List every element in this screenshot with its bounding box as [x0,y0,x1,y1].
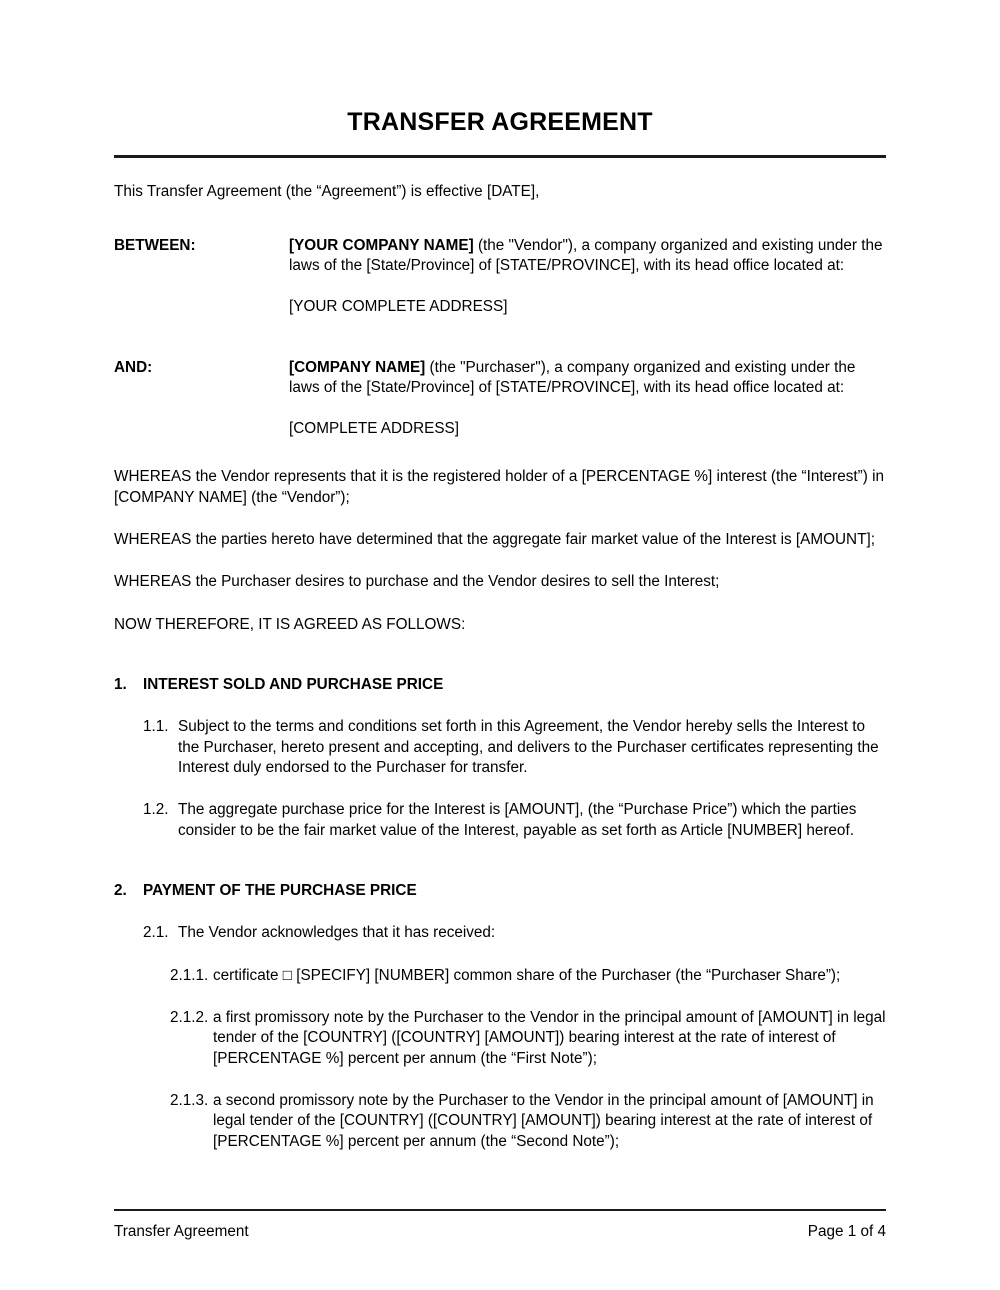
party-company-name: [YOUR COMPANY NAME] [289,237,474,255]
subclause-2-1-1 [114,966,886,986]
section-heading [114,881,886,901]
clause-1-1 [114,717,886,778]
section-number: 2. [114,881,127,899]
subclause-2-1-3 [114,1091,886,1152]
page-title: TRANSFER AGREEMENT [347,108,653,136]
party-label: BETWEEN: [114,237,196,255]
clause-2-1 [114,923,886,943]
subclause-number: 2.1.1. [170,966,209,984]
footer-document-name: Transfer Agreement [114,1223,249,1241]
section-heading [114,675,886,695]
recital-paragraph: WHEREAS the Vendor represents that it is the registered holder of a [PERCENTAGE %] interest (the “Interest”) in [COMPANY NAME] (the “Vendor”); [114,468,884,506]
subclause-text: a first promissory note by the Purchaser to the Vendor in the principal amount of [AMOUNT] in legal tender of the [COUNTRY] ([COUNTRY] [AMOUNT]) bearing interest at the rate of interest of [PERCENTAGE %] percent per annum (the “First Note”); [213,1008,886,1067]
title-divider [114,155,886,158]
party-address: [COMPLETE ADDRESS] [289,419,460,437]
section-title: INTEREST SOLD AND PURCHASE PRICE [143,675,444,693]
subclause-number: 2.1.3. [170,1092,209,1109]
section-number: 1. [114,675,127,693]
clause-number: 2.1. [143,924,169,942]
party-address: [YOUR COMPLETE ADDRESS] [289,297,508,315]
footer-page-number: Page 1 of 4 [807,1223,886,1241]
clause-text: The aggregate purchase price for the Interest is [AMOUNT], (the “Purchase Price”) which the parties consider to be the fair market value of the Interest, payable as set forth as Article [NUMBER] hereof. [178,801,857,839]
party-description-line [289,236,886,277]
party-description-line [289,358,886,399]
section-title: PAYMENT OF THE PURCHASE PRICE [143,881,417,899]
party-details [289,236,886,317]
party-details [289,358,886,439]
recital-paragraph: WHEREAS the parties hereto have determined that the aggregate fair market value of the Interest is [AMOUNT]; [114,530,875,548]
footer-divider [114,1209,886,1211]
party-and [114,358,886,439]
clause-1-2 [114,800,886,841]
clause-number: 1.1. [143,718,169,736]
clause-text: The Vendor acknowledges that it has received: [178,924,496,942]
intro-paragraph: This Transfer Agreement (the “Agreement”) is effective [DATE], [114,182,540,200]
section-1 [114,675,886,841]
footer-row [114,1222,886,1242]
party-company-name: [COMPANY NAME] [289,359,426,377]
recital-paragraph: WHEREAS the Purchaser desires to purchase and the Vendor desires to sell the Interest; [114,573,720,591]
subclause-2-1-2 [114,1008,886,1069]
page-footer [114,1209,886,1242]
recital-paragraph: NOW THEREFORE, IT IS AGREED AS FOLLOWS: [114,615,466,633]
recitals-block [114,467,886,635]
clause-text: Subject to the terms and conditions set forth in this Agreement, the Vendor hereby sells the Interest to the Purchaser, hereto present and accepting, and delivers to the Purchaser certificates representing the Interest duly endorsed to the Purchaser for transfer. [178,718,879,776]
party-description: (the "Purchaser"), a company organized and existing under the laws of the [State/Province] of [STATE/PROVINCE], with its head office located at: [289,359,856,397]
subclause-text: a second promissory note by the Purchaser to the Vendor in the principal amount of [AMOUNT] in legal tender of the [COUNTRY] ([COUNTRY] [AMOUNT]) bearing interest at the rate of interest of [PERCENTAGE %] percent per annum (the “Second Note”); [213,1092,874,1150]
subclause-text: certificate □ [SPECIFY] [NUMBER] common share of the Purchaser (the “Purchaser Share”); [213,966,841,984]
document-body [114,0,886,1152]
parties-block [114,236,886,439]
clause-number: 1.2. [143,801,169,819]
section-2 [114,881,886,1152]
party-label: AND: [114,359,153,377]
party-between [114,236,886,317]
party-description: (the "Vendor"), a company organized and existing under the laws of the [State/Province] of [STATE/PROVINCE], with its head office located at: [289,237,883,275]
subclause-number: 2.1.2. [170,1008,209,1026]
